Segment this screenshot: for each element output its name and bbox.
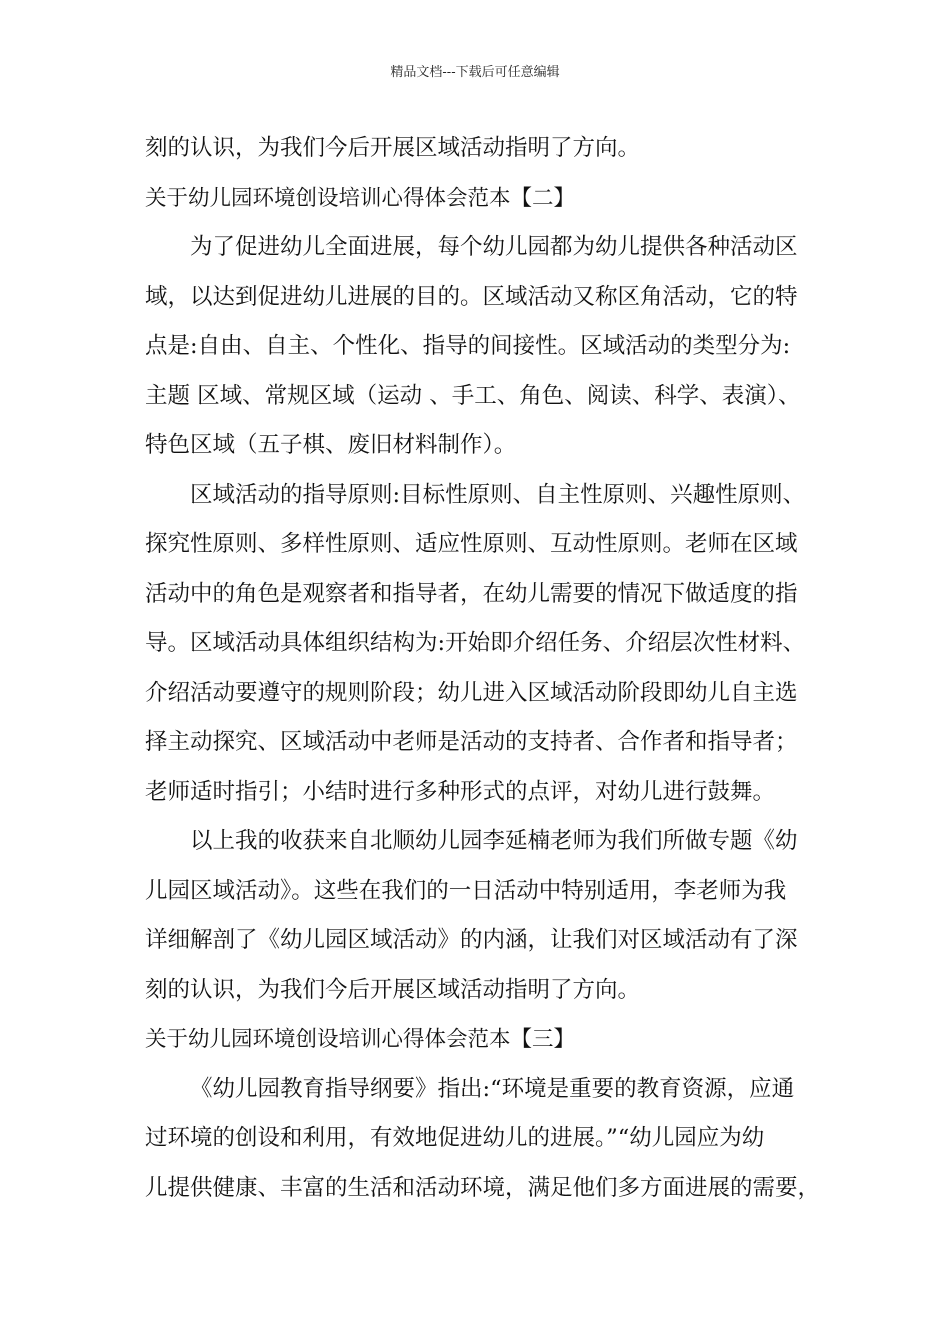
- text-line: 《幼儿园教育指导纲要》指出:“环境是重要的教育资源，应通: [190, 1075, 795, 1102]
- text-line: 老师适时指引；小结时进行多种形式的点评，对幼儿进行鼓舞。: [145, 778, 776, 805]
- text-line: 区域活动的指导原则:目标性原则、自主性原则、兴趣性原则、: [190, 481, 806, 508]
- text-line: 介绍活动要遵守的规则阶段；幼儿进入区域活动阶段即幼儿自主选: [145, 679, 798, 706]
- text-line: 择主动探究、区域活动中老师是活动的支持者、合作者和指导者；: [145, 729, 798, 755]
- text-line: 详细解剖了《幼儿园区域活动》的内涵，让我们对区域活动有了深: [145, 927, 798, 953]
- text-line: 刻的认识，为我们今后开展区域活动指明了方向。: [145, 135, 641, 161]
- text-line: 过环境的创设和利用，有效地促进幼儿的进展。”“幼儿园应为幼: [145, 1125, 765, 1151]
- text-line: 主题 区域、常规区域（运动 、手工、角色、阅读、科学、表演）、: [145, 382, 801, 409]
- text-line: 点是:自由、自主、个性化、指导的间接性。区域活动的类型分为:: [145, 333, 791, 359]
- text-line: 以上我的收获来自北顺幼儿园李延楠老师为我们所做专题《幼: [190, 828, 798, 854]
- text-line: 儿提供健康、丰富的生活和活动环境，满足他们多方面进展的需要，: [145, 1174, 821, 1201]
- text-line: 导。区域活动具体组织结构为:开始即介绍任务、介绍层次性材料、: [145, 630, 806, 656]
- page-header: 精品文档---下载后可任意编辑: [390, 65, 560, 80]
- section-heading: 关于幼儿园环境创设培训心得体会范本【二】: [145, 185, 576, 211]
- text-line: 域，以达到促进幼儿进展的目的。区域活动又称区角活动，它的特: [145, 283, 798, 310]
- document-body: [145, 124, 835, 1213]
- text-line: 刻的认识，为我们今后开展区域活动指明了方向。: [145, 976, 641, 1003]
- text-line: 儿园区域活动》。这些在我们的一日活动中特别适用，李老师为我: [145, 877, 787, 904]
- text-line: 特色区域（五子棋、废旧材料制作）。: [145, 432, 517, 458]
- text-line: 探究性原则、多样性原则、适应性原则、互动性原则。老师在区域: [145, 531, 798, 557]
- section-heading: 关于幼儿园环境创设培训心得体会范本【三】: [145, 1027, 576, 1052]
- text-line: 活动中的角色是观察者和指导者，在幼儿需要的情况下做适度的指: [145, 580, 798, 607]
- text-line: 为了促进幼儿全面进展，每个幼儿园都为幼儿提供各种活动区: [190, 234, 798, 260]
